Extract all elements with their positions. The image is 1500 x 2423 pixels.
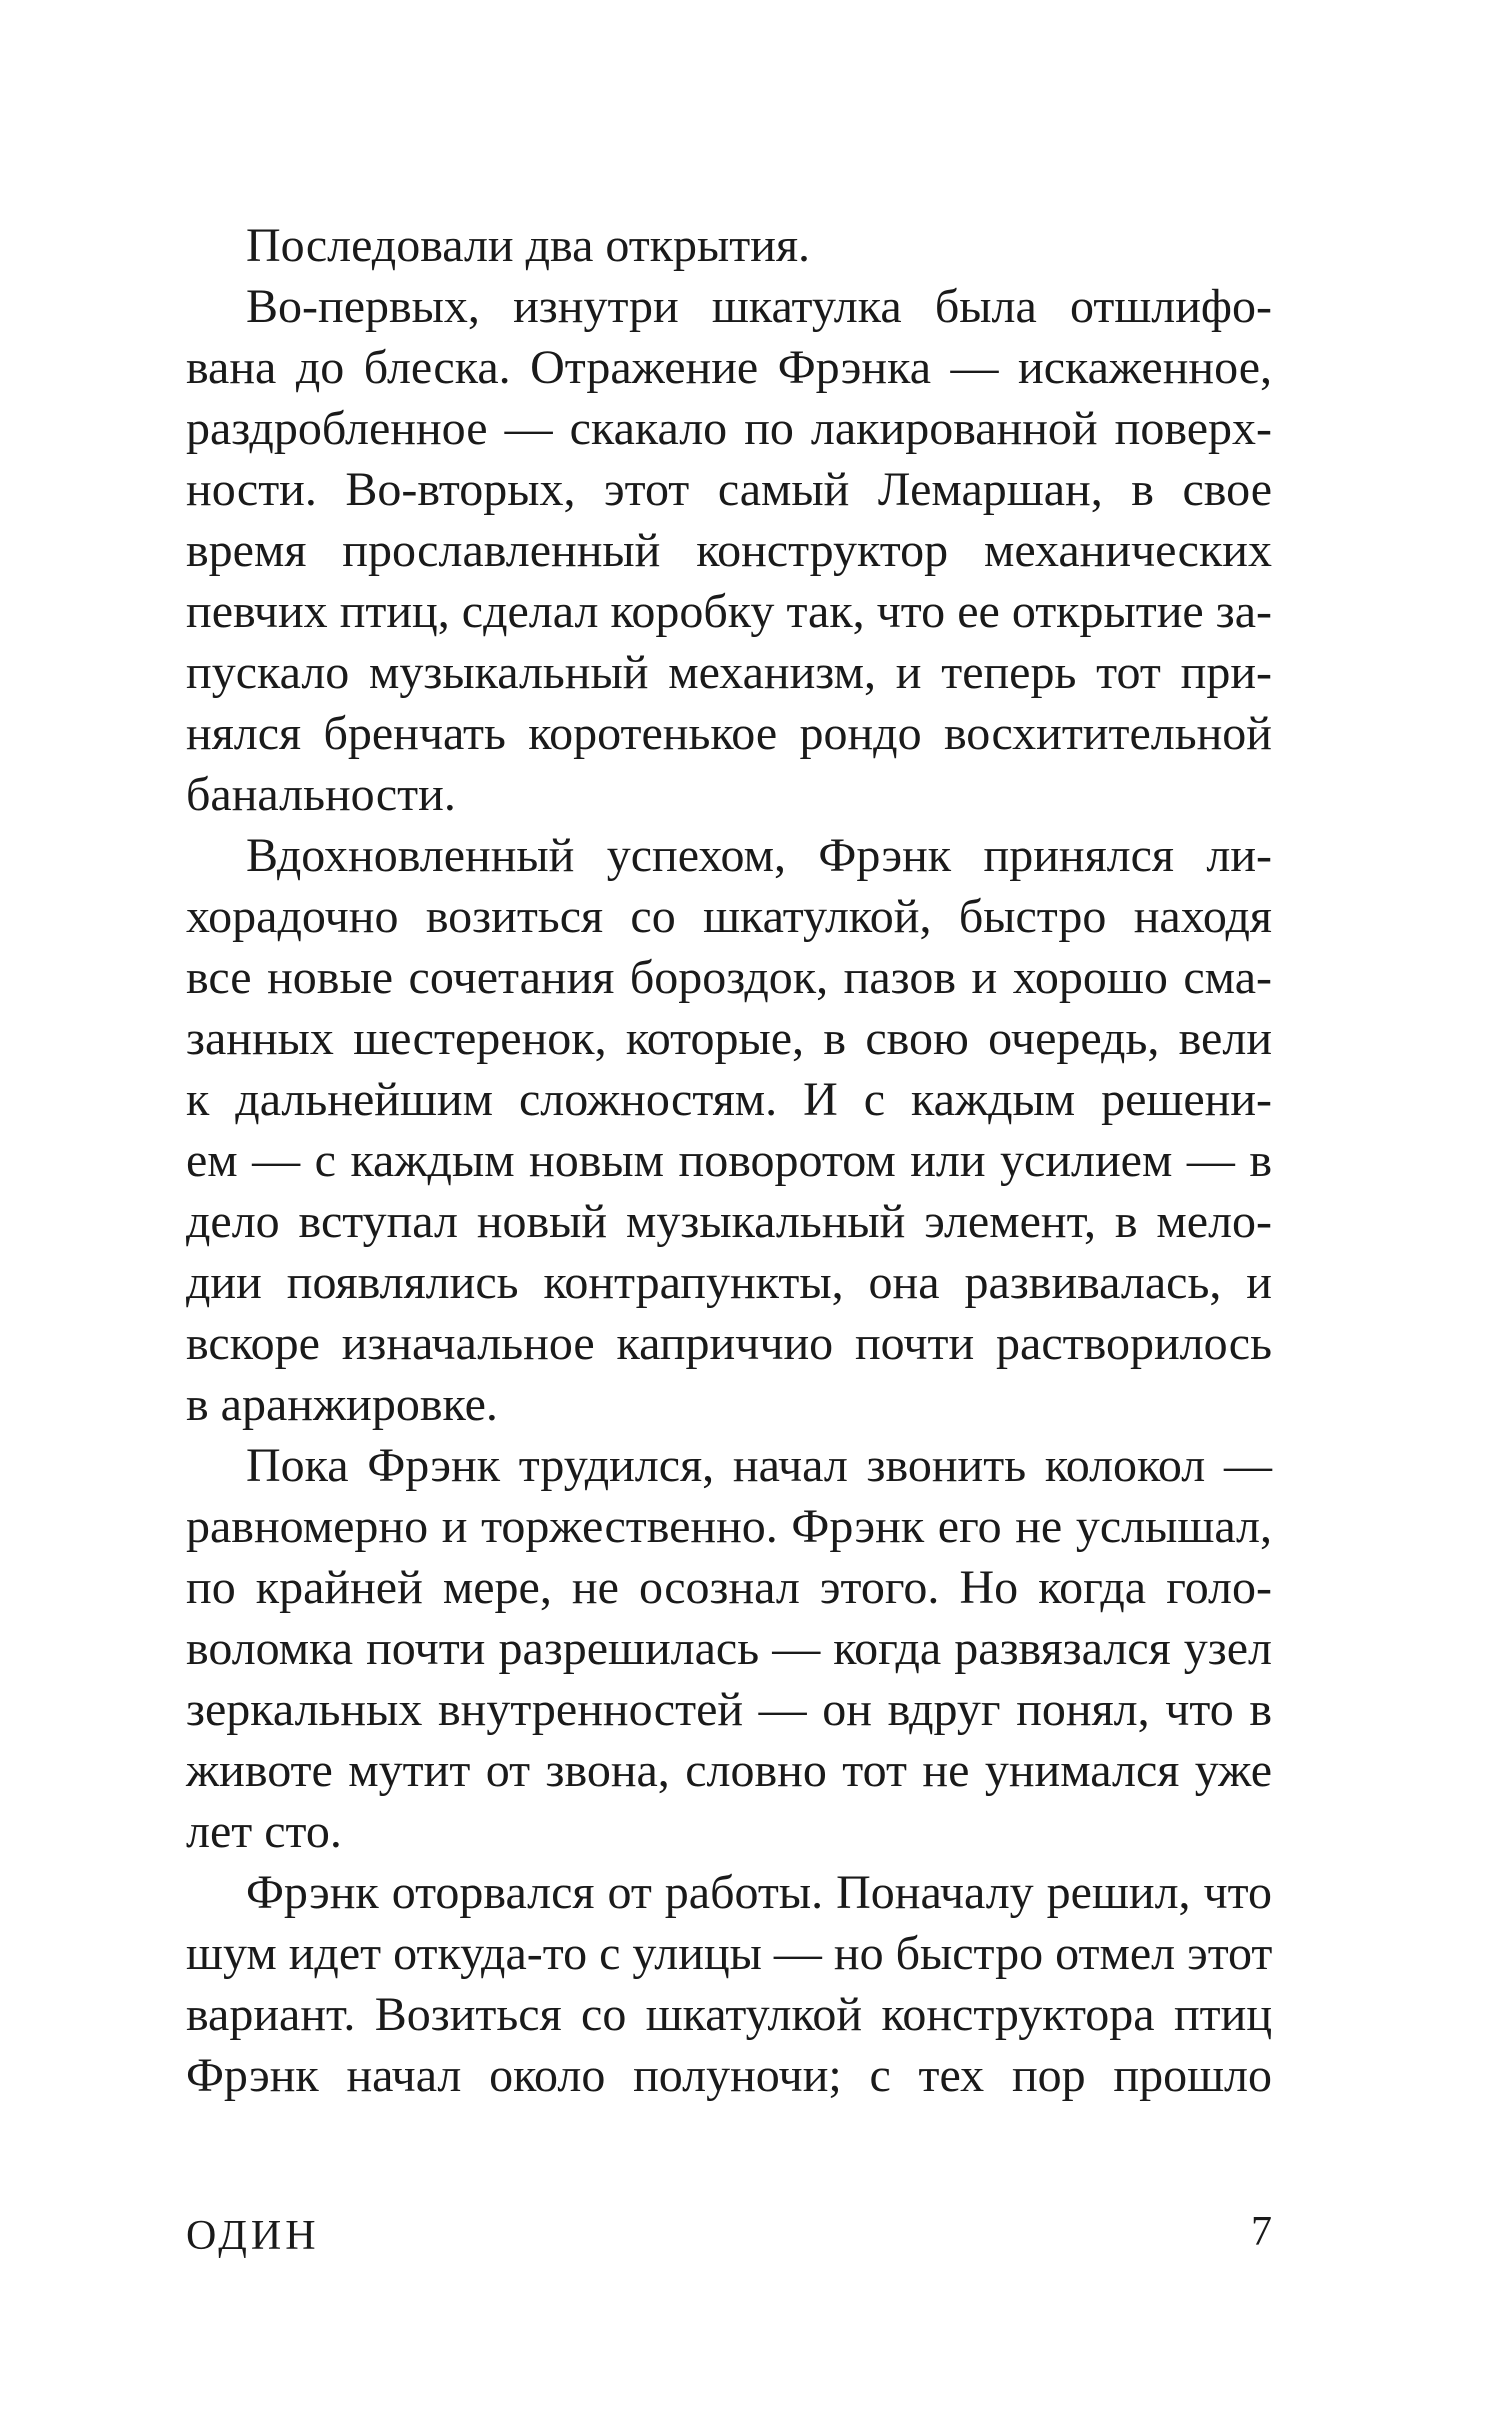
text-line: Пока Фрэнк трудился, начал звонить колокол — xyxy=(246,1439,1272,1492)
text-line: нялся бренчать коротенькое рондо восхитительной xyxy=(186,707,1272,760)
text-line: певчих птиц, сделал коробку так, что ее открытие за- xyxy=(186,585,1272,638)
text-line: Вдохновленный успехом, Фрэнк принялся ли- xyxy=(246,829,1272,882)
text-line: дело вступал новый музыкальный элемент, в мело- xyxy=(186,1195,1272,1248)
text-line: Фрэнк начал около полуночи; с тех пор прошло xyxy=(186,2049,1272,2102)
text-line: Фрэнк оторвался от работы. Поначалу решил, что xyxy=(246,1866,1272,1919)
running-title: ОДИН xyxy=(186,2213,320,2259)
text-line: Последовали два открытия. xyxy=(246,219,811,272)
text-line: ности. Во-вторых, этот самый Лемаршан, в свое xyxy=(186,463,1272,516)
text-line: раздробленное — скакало по лакированной поверх- xyxy=(186,402,1272,455)
text-line: ем — с каждым новым поворотом или усилием — в xyxy=(186,1134,1272,1187)
text-line: все новые сочетания бороздок, пазов и хорошо сма- xyxy=(186,951,1272,1004)
body-text xyxy=(186,215,1272,2106)
text-line: лет сто. xyxy=(186,1805,342,1858)
text-line: к дальнейшим сложностям. И с каждым решени- xyxy=(186,1073,1272,1126)
text-line: шум идет откуда-то с улицы — но быстро отмел этот xyxy=(186,1927,1273,1980)
text-line: зеркальных внутренностей — он вдруг понял, что в xyxy=(186,1683,1272,1736)
page-number: 7 xyxy=(1251,2209,1272,2255)
text-line: вскоре изначальное каприччио почти растворилось xyxy=(186,1317,1272,1370)
text-line: вана до блеска. Отражение Фрэнка — искаженное, xyxy=(186,341,1272,394)
text-line: банальности. xyxy=(186,768,456,821)
text-line: пускало музыкальный механизм, и теперь тот при- xyxy=(186,646,1272,699)
text-line: в аранжировке. xyxy=(186,1378,498,1431)
text-line: занных шестеренок, которые, в свою очередь, вели xyxy=(186,1012,1272,1065)
text-line: по крайней мере, не осознал этого. Но когда голо- xyxy=(186,1561,1272,1614)
text-line: Во-первых, изнутри шкатулка была отшлифо- xyxy=(246,280,1272,333)
text-line: вариант. Возиться со шкатулкой конструктора птиц xyxy=(186,1988,1272,2041)
text-line: воломка почти разрешилась — когда развязался узел xyxy=(186,1622,1272,1675)
text-line: равномерно и торжественно. Фрэнк его не услышал, xyxy=(186,1500,1272,1553)
text-line: время прославленный конструктор механических xyxy=(186,524,1272,577)
text-line: животе мутит от звона, словно тот не унимался уже xyxy=(186,1744,1272,1797)
text-line: дии появлялись контрапункты, она развивалась, и xyxy=(186,1256,1272,1309)
text-line: хорадочно возиться со шкатулкой, быстро находя xyxy=(186,890,1272,943)
